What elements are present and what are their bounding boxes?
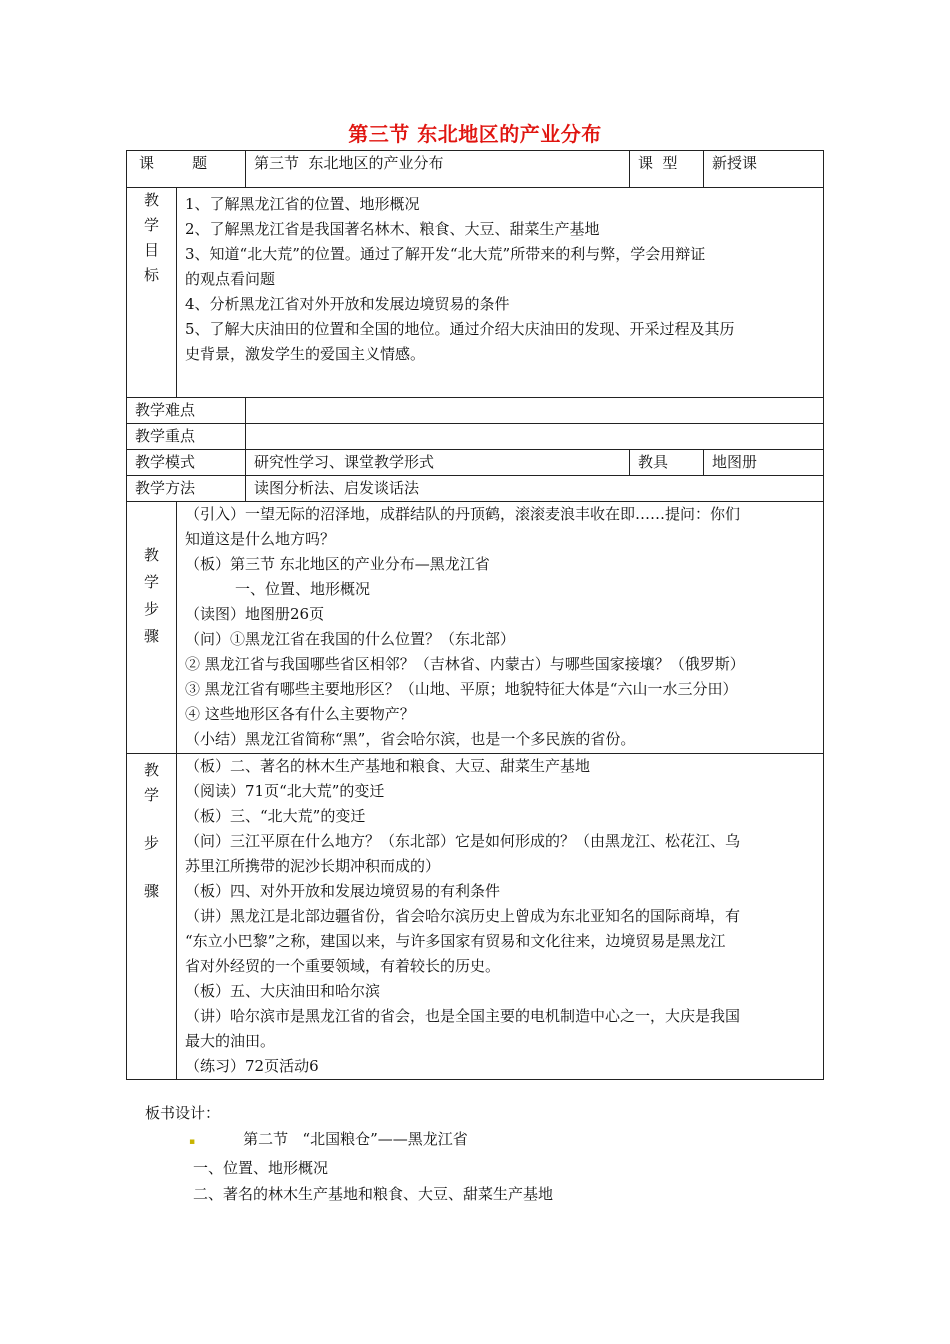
mode-value: 研究性学习、课堂教学形式 [246, 450, 630, 476]
objective-line: 3、知道“北大荒”的位置。通过了解开发“北大荒”所带来的利与弊，学会用辩证 [185, 245, 706, 263]
step-line: 苏里江所携带的泥沙长期冲积而成的） [185, 857, 441, 875]
method-label: 教学方法 [127, 476, 246, 502]
board-label: 板书设计： [145, 1104, 221, 1122]
step-line: （阅读）71页“北大荒”的变迁 [185, 782, 385, 800]
type-label: 课 型 [630, 151, 704, 188]
steps-content-1 [177, 502, 824, 754]
step-line: ③ 黑龙江省有哪些主要地形区？（山地、平原；地貌特征大体是“六山一水三分田） [185, 680, 738, 698]
step-line: （问）①黑龙江省在我国的什么位置？（东北部） [185, 630, 516, 648]
mode-row [127, 450, 824, 476]
steps-label-2: 教 学 步 骤 [127, 754, 177, 1080]
board-heading: 第二节 “北国粮仓”——黑龙江省 [243, 1130, 468, 1148]
objective-line: 5、了解大庆油田的位置和全国的地位。通过介绍大庆油田的发现、开采过程及其历 [185, 320, 735, 338]
step-line: （练习）72页活动6 [185, 1057, 319, 1075]
tools-value: 地图册 [704, 450, 824, 476]
step-line: （引入）一望无际的沼泽地，成群结队的丹顶鹤，滚滚麦浪丰收在即……提问：你们 [185, 505, 741, 523]
step-line: （问）三江平原在什么地方？（东北部）它是如何形成的？（由黑龙江、松花江、乌 [185, 832, 741, 850]
step-line: （板）第三节 东北地区的产业分布—黑龙江省 [185, 555, 490, 573]
mode-label: 教学模式 [127, 450, 246, 476]
step-line: （讲）黑龙江是北部边疆省份，省会哈尔滨历史上曾成为东北亚知名的国际商埠，有 [185, 907, 741, 925]
objective-line: 2、了解黑龙江省是我国著名林木、粮食、大豆、甜菜生产基地 [185, 220, 600, 238]
step-line: 省对外经贸的一个重要领域，有着较长的历史。 [185, 957, 501, 975]
page-title: 第三节 东北地区的产业分布 [348, 122, 602, 146]
step-line: “东立小巴黎”之称，建国以来，与许多国家有贸易和文化往来，边境贸易是黑龙江 [185, 932, 726, 950]
focus-value [246, 424, 824, 450]
step-line: ④ 这些地形区各有什么主要物产？ [185, 705, 415, 723]
method-row [127, 476, 824, 502]
step-line: （板）二、著名的林木生产基地和粮食、大豆、甜菜生产基地 [185, 757, 591, 775]
tools-label: 教具 [630, 450, 704, 476]
board-design [145, 1100, 553, 1207]
board-item: 一、位置、地形概况 [193, 1159, 329, 1177]
objectives-row [127, 188, 824, 398]
topic-value: 第三节 东北地区的产业分布 [246, 151, 630, 188]
type-value: 新授课 [704, 151, 824, 188]
method-value: 读图分析法、启发谈话法 [246, 476, 824, 502]
steps-row-1 [127, 502, 824, 754]
steps-label-1: 教 学 步 骤 [127, 502, 177, 754]
step-line: （小结）黑龙江省简称“黑”，省会哈尔滨，也是一个多民族的省份。 [185, 730, 636, 748]
difficulty-label: 教学难点 [127, 398, 246, 424]
objective-line: 的观点看问题 [185, 270, 276, 288]
step-line: ② 黑龙江省与我国哪些省区相邻？（吉林省、内蒙古）与哪些国家接壤？（俄罗斯） [185, 655, 745, 673]
objective-line: 1、了解黑龙江省的位置、地形概况 [185, 195, 420, 213]
objectives-label: 教 学 目 标 [127, 188, 177, 398]
board-item: 二、著名的林木生产基地和粮食、大豆、甜菜生产基地 [193, 1185, 554, 1203]
focus-label: 教学重点 [127, 424, 246, 450]
difficulty-row [127, 398, 824, 424]
step-line: 最大的油田。 [185, 1032, 276, 1050]
step-line: （板）四、对外开放和发展边境贸易的有利条件 [185, 882, 501, 900]
step-line: 知道这是什么地方吗？ [185, 530, 336, 548]
board-heading-line [145, 1126, 553, 1155]
difficulty-value [246, 398, 824, 424]
steps-content-2 [177, 754, 824, 1080]
step-line: 一、位置、地形概况 [235, 580, 371, 598]
step-line: （讲）哈尔滨市是黑龙江省的省会，也是全国主要的电机制造中心之一，大庆是我国 [185, 1007, 741, 1025]
objective-line: 4、分析黑龙江省对外开放和发展边境贸易的条件 [185, 295, 510, 313]
step-line: （板）五、大庆油田和哈尔滨 [185, 982, 381, 1000]
objectives-content [177, 188, 824, 398]
step-line: （板）三、“北大荒”的变迁 [185, 807, 366, 825]
step-line: （读图）地图册26页 [185, 605, 325, 623]
steps-row-2 [127, 754, 824, 1080]
topic-label: 课 题 [127, 151, 246, 188]
topic-row [127, 151, 824, 188]
focus-row [127, 424, 824, 450]
objective-line: 史背景，激发学生的爱国主义情感。 [185, 345, 426, 363]
lesson-plan-table [126, 150, 824, 1080]
bullet-mark: ▪ [189, 1137, 196, 1147]
